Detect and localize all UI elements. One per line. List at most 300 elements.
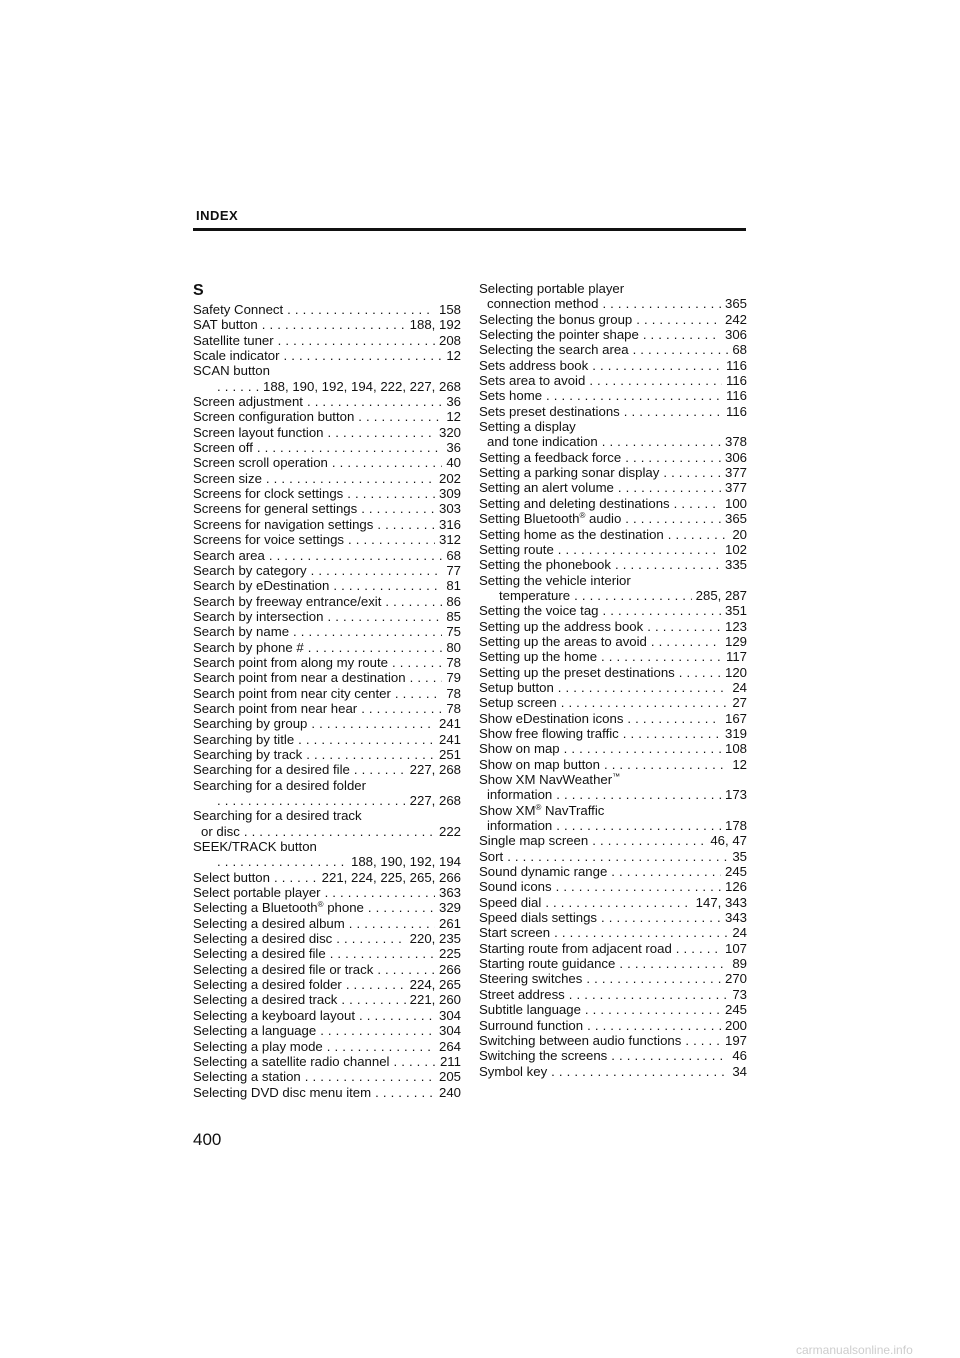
- index-column-left: [193, 281, 461, 1100]
- entry-text: Search point from along my route: [193, 654, 388, 670]
- index-entry: [193, 916, 461, 931]
- page-reference: 68: [446, 547, 461, 563]
- dot-leader: [346, 977, 406, 992]
- dot-leader: [349, 916, 435, 931]
- index-entry: [193, 962, 461, 977]
- dot-leader: [327, 609, 442, 624]
- page-reference: 81: [446, 578, 461, 594]
- page-reference: 27: [732, 695, 747, 711]
- index-entry-line: [193, 854, 461, 869]
- index-entry-line: [193, 563, 461, 578]
- page-reference: 79: [446, 670, 461, 686]
- index-entry-line: [193, 670, 461, 685]
- index-entry-label: [479, 358, 588, 373]
- entry-text: SEEK/TRACK button: [193, 839, 317, 855]
- entry-text: Selecting the search area: [479, 342, 629, 358]
- dot-leader: [377, 962, 435, 977]
- index-entry-label: [193, 778, 366, 793]
- entry-text: Setting and deleting destinations: [479, 495, 670, 511]
- entry-text: Selecting a desired folder: [193, 977, 342, 993]
- entry-text: Select portable player: [193, 885, 321, 901]
- index-entry-line: [479, 987, 747, 1002]
- index-entry: [479, 941, 747, 956]
- index-entry-label: [479, 450, 621, 465]
- index-entry-line: [193, 302, 461, 317]
- dot-leader: [244, 824, 435, 839]
- index-entry-label: [193, 363, 270, 378]
- index-entry-label: [193, 486, 343, 501]
- index-entry: [193, 363, 461, 394]
- index-entry-line: [479, 281, 747, 296]
- index-entry: [193, 563, 461, 578]
- index-entry-label: [479, 1033, 681, 1048]
- page-reference: 316: [438, 516, 461, 532]
- header-divider: [193, 228, 746, 231]
- index-entry-line: [193, 778, 461, 793]
- index-entry-line: [479, 971, 747, 986]
- index-entry-line: [193, 716, 461, 731]
- dot-leader: [298, 732, 435, 747]
- entry-text: Show on map: [479, 741, 560, 757]
- page-reference: 158: [438, 302, 461, 317]
- index-entry: [193, 609, 461, 624]
- index-entry-line: [479, 757, 747, 772]
- index-entry: [193, 348, 461, 363]
- entry-text: Start screen: [479, 925, 551, 941]
- index-entry-label: [479, 711, 623, 726]
- page-reference: 34: [732, 1063, 747, 1079]
- page-reference: 242: [724, 311, 747, 327]
- index-entry-line: [193, 1008, 461, 1023]
- index-entry-line: [479, 450, 747, 465]
- index-entry: [479, 833, 747, 848]
- entry-text: Setting up the preset destinations: [479, 664, 675, 680]
- index-entry: [193, 394, 461, 409]
- index-entry-label: [479, 373, 585, 388]
- index-entry-line: [193, 686, 461, 701]
- page-reference: 343: [724, 910, 747, 926]
- index-entry-line: [479, 818, 747, 833]
- dot-leader: [278, 333, 435, 348]
- index-entry: [479, 496, 747, 511]
- index-entry: [479, 419, 747, 450]
- index-entry-label: [193, 870, 270, 885]
- dot-leader: [395, 686, 442, 701]
- dot-leader: [320, 1023, 435, 1038]
- index-entry-line: [479, 864, 747, 879]
- entry-text: Starting route guidance: [479, 956, 616, 972]
- entry-text: Setting route: [479, 541, 554, 557]
- dot-leader: [507, 849, 728, 864]
- entry-text: Setting home as the destination: [479, 526, 664, 542]
- index-entry-line: [479, 910, 747, 925]
- entry-text: Setting up the areas to avoid: [479, 633, 647, 649]
- dot-leader: [663, 465, 721, 480]
- index-entry-label: [479, 864, 607, 879]
- entry-text: temperature: [499, 587, 571, 603]
- index-entry: [479, 1018, 747, 1033]
- entry-text: Sets area to avoid: [479, 373, 586, 389]
- index-entry-label: [479, 634, 647, 649]
- entry-text: Selecting the bonus group: [479, 311, 633, 327]
- index-entry-label: [479, 573, 631, 588]
- entry-text-suffix: NavTraffic: [541, 802, 605, 818]
- index-entry: [479, 312, 747, 327]
- index-entry-line: [479, 849, 747, 864]
- index-entry: [479, 557, 747, 572]
- index-entry-label: [479, 879, 552, 894]
- index-entry-label: [479, 757, 600, 772]
- dot-leader: [651, 634, 721, 649]
- index-entry-label: [479, 342, 629, 357]
- index-entry-line: [479, 404, 747, 419]
- page-reference: 116: [725, 403, 747, 419]
- index-entry: [479, 281, 747, 312]
- entry-text: Setting Bluetooth: [479, 511, 580, 527]
- index-entry-label: [193, 609, 323, 624]
- index-entry-line: [479, 1033, 747, 1048]
- index-entry-line: [479, 419, 747, 434]
- entry-text: Setting a feedback force: [479, 449, 622, 465]
- index-entry-line: [193, 486, 461, 501]
- entry-text: Setting up the home: [479, 649, 598, 665]
- index-entry-line: [479, 557, 747, 572]
- index-entry-label: [193, 808, 362, 823]
- page-reference: 221, 260: [409, 992, 461, 1008]
- index-entry-label: [487, 434, 598, 449]
- index-entry-label: [479, 603, 599, 618]
- page-reference: 220, 235: [409, 931, 461, 947]
- page-header-title: INDEX: [196, 208, 239, 223]
- page-reference: 178: [724, 818, 747, 834]
- dot-leader: [325, 885, 435, 900]
- page-reference: 126: [724, 879, 747, 895]
- entry-text: Show free flowing traffic: [479, 725, 619, 741]
- entry-text: Street address: [479, 986, 565, 1002]
- index-entry: [479, 711, 747, 726]
- entry-text: Screens for voice settings: [193, 532, 344, 548]
- page-reference: 35: [732, 848, 747, 864]
- entry-text: Selecting portable player: [479, 281, 625, 296]
- index-entry-label: [479, 465, 659, 480]
- entry-text: Scale indicator: [193, 348, 280, 364]
- entry-text: Selecting a desired file or track: [193, 961, 374, 977]
- index-entry: [193, 808, 461, 839]
- entry-text: Setting the voice tag: [479, 603, 599, 619]
- index-entry-line: [193, 594, 461, 609]
- index-entry-label: [193, 977, 342, 992]
- dot-leader: [604, 757, 728, 772]
- entry-text: Selecting a desired album: [193, 915, 345, 931]
- index-entry-label: [193, 900, 364, 915]
- entry-text: Searching for a desired folder: [193, 777, 367, 793]
- entry-text: Safety Connect: [193, 302, 284, 317]
- dot-leader: [556, 879, 721, 894]
- page-reference: 188, 192: [409, 317, 461, 333]
- page-reference: 89: [732, 956, 747, 972]
- dot-leader: [347, 486, 435, 501]
- index-entry: [479, 1048, 747, 1063]
- page-reference: 102: [724, 541, 747, 557]
- index-entry-line: [479, 1002, 747, 1017]
- index-entry: [193, 931, 461, 946]
- entry-text: Searching by track: [193, 746, 303, 762]
- page-reference: 68: [732, 342, 747, 358]
- dot-leader: [328, 425, 435, 440]
- dot-leader: [385, 594, 442, 609]
- index-entry-line: [479, 1048, 747, 1063]
- entry-text: Setting a display: [479, 419, 576, 435]
- trademark-symbol: ®: [535, 802, 542, 812]
- page-reference: 285, 287: [695, 587, 747, 603]
- entry-text: Selecting the pointer shape: [479, 327, 639, 343]
- index-entry: [193, 425, 461, 440]
- dot-leader: [217, 379, 259, 394]
- index-entry-line: [479, 925, 747, 940]
- index-entry-label: [193, 762, 350, 777]
- index-entry: [479, 634, 747, 649]
- page-reference: 188, 190, 192, 194: [351, 854, 461, 870]
- entry-text: Show XM NavWeather: [479, 772, 613, 787]
- index-entry-line: [193, 532, 461, 547]
- entry-text: Searching by group: [193, 716, 308, 732]
- entry-text: Search point from near hear: [193, 700, 358, 716]
- entry-text: Search by intersection: [193, 608, 324, 624]
- index-entry: [479, 849, 747, 864]
- index-entry-label: [193, 440, 253, 455]
- index-entry: [479, 726, 747, 741]
- page-reference: 167: [724, 710, 747, 726]
- dot-leader: [601, 910, 721, 925]
- entry-text: information: [487, 818, 553, 834]
- page-reference: 46: [732, 1048, 747, 1064]
- dot-leader: [625, 511, 721, 526]
- index-entry: [193, 1054, 461, 1069]
- entry-text: Sound dynamic range: [479, 864, 608, 880]
- index-entry-label: [479, 557, 611, 572]
- index-entry: [479, 925, 747, 940]
- dot-leader: [592, 358, 722, 373]
- entry-text: Screens for navigation settings: [193, 516, 374, 532]
- page-reference: 12: [446, 409, 461, 425]
- index-entry: [193, 839, 461, 870]
- index-entry-label: [479, 480, 614, 495]
- index-entry-line: [193, 1085, 461, 1100]
- page-reference: 46, 47: [710, 833, 747, 849]
- index-entry-line: [193, 824, 461, 839]
- index-entry: [193, 655, 461, 670]
- entry-text: Sets home: [479, 388, 543, 404]
- index-entry: [193, 640, 461, 655]
- index-entry-label: [193, 1008, 355, 1023]
- index-entry-line: [193, 624, 461, 639]
- index-entry: [479, 388, 747, 403]
- entry-text: Symbol key: [479, 1063, 548, 1079]
- index-entry-line: [479, 388, 747, 403]
- index-entry-line: [479, 312, 747, 327]
- entry-text-suffix: phone: [323, 900, 364, 916]
- entry-text: Screen off: [193, 440, 253, 456]
- index-entry-label: [201, 824, 240, 839]
- index-entry: [479, 404, 747, 419]
- page-reference: 40: [446, 455, 461, 471]
- index-entry-label: [479, 772, 620, 787]
- index-entry: [193, 486, 461, 501]
- index-entry-line: [193, 379, 461, 394]
- dot-leader: [332, 455, 442, 470]
- index-entry-label: [193, 1023, 316, 1038]
- page-reference: 173: [724, 787, 747, 803]
- index-entry-line: [479, 833, 747, 848]
- index-entry: [479, 619, 747, 634]
- index-entry-line: [479, 496, 747, 511]
- dot-leader: [287, 302, 435, 317]
- index-entry: [479, 803, 747, 834]
- entry-text: Search point from near a destination: [193, 670, 406, 686]
- index-entry-label: [193, 916, 345, 931]
- entry-text: Screens for clock settings: [193, 486, 344, 502]
- dot-leader: [361, 501, 435, 516]
- entry-text: Screen adjustment: [193, 394, 303, 410]
- index-entry-line: [193, 548, 461, 563]
- index-entry-line: [479, 665, 747, 680]
- dot-leader: [556, 787, 721, 802]
- page-reference: 78: [446, 654, 461, 670]
- index-entry-label: [479, 527, 664, 542]
- index-entry: [193, 532, 461, 547]
- dot-leader: [410, 670, 443, 685]
- page-reference: 306: [724, 327, 747, 343]
- index-entry-label: [193, 517, 373, 532]
- index-entry-line: [479, 941, 747, 956]
- index-entry-line: [479, 542, 747, 557]
- entry-text: Screen configuration button: [193, 409, 355, 425]
- entry-text: connection method: [487, 296, 599, 312]
- page-reference: 251: [438, 746, 461, 762]
- index-entry-label: [193, 655, 388, 670]
- entry-text: Switching the screens: [479, 1048, 608, 1064]
- index-entry-label: [479, 619, 643, 634]
- index-entry: [479, 649, 747, 664]
- entry-text: Surround function: [479, 1017, 584, 1033]
- index-entry-line: [193, 870, 461, 885]
- index-entry: [193, 670, 461, 685]
- entry-text: information: [487, 787, 553, 803]
- index-entry-line: [479, 879, 747, 894]
- index-entry-line: [193, 900, 461, 915]
- index-entry-line: [479, 327, 747, 342]
- index-entry-line: [479, 711, 747, 726]
- page-reference: 86: [446, 593, 461, 609]
- index-entry-line: [193, 609, 461, 624]
- entry-text: Searching for a desired file: [193, 762, 350, 778]
- index-entry-line: [193, 655, 461, 670]
- index-entry-line: [193, 1054, 461, 1069]
- dot-leader: [625, 450, 721, 465]
- dot-leader: [333, 578, 442, 593]
- dot-leader: [392, 655, 442, 670]
- index-entry-line: [479, 772, 747, 787]
- index-entry: [479, 465, 747, 480]
- page-reference: 205: [438, 1069, 461, 1085]
- dot-leader: [624, 404, 722, 419]
- entry-text: Sets preset destinations: [479, 403, 620, 419]
- index-entry-line: [193, 732, 461, 747]
- index-entry-line: [193, 440, 461, 455]
- index-entry-label: [479, 1002, 581, 1017]
- index-entry-label: [193, 1085, 371, 1100]
- entry-text-suffix: audio: [585, 511, 622, 527]
- dot-leader: [274, 870, 318, 885]
- entry-text: Show XM: [479, 802, 536, 818]
- index-entry: [479, 373, 747, 388]
- entry-text: Starting route from adjacent road: [479, 940, 672, 956]
- index-entry-label: [193, 747, 302, 762]
- index-entry-line: [193, 517, 461, 532]
- index-entry-label: [479, 987, 565, 1002]
- index-entry: [193, 1008, 461, 1023]
- entry-text: Speed dial: [479, 894, 542, 910]
- index-entry-label: [193, 548, 265, 563]
- index-entry: [479, 680, 747, 695]
- entry-text: and tone indication: [487, 434, 598, 450]
- entry-text: Setup button: [479, 679, 554, 695]
- index-entry: [193, 1085, 461, 1100]
- section-letter: S: [193, 282, 204, 299]
- index-entry-label: [193, 640, 304, 655]
- index-entry: [193, 778, 461, 809]
- index-entry-label: [193, 317, 258, 332]
- entry-text: or disc: [201, 823, 240, 839]
- entry-text: Selecting a play mode: [193, 1038, 323, 1054]
- entry-text: Selecting a desired track: [193, 992, 338, 1008]
- index-entry-line: [479, 1018, 747, 1033]
- dot-leader: [306, 747, 435, 762]
- index-entry-line: [479, 373, 747, 388]
- index-entry-label: [193, 716, 307, 731]
- index-entry-label: [479, 327, 639, 342]
- page-reference: 306: [724, 449, 747, 465]
- index-entry-label: [193, 578, 329, 593]
- index-entry-list-left: [193, 302, 461, 1100]
- page-reference: 147, 343: [695, 894, 747, 910]
- index-entry-label: [479, 833, 588, 848]
- watermark: carmanualsonline.info: [796, 1343, 913, 1357]
- index-entry-label: [193, 885, 321, 900]
- dot-leader: [633, 342, 729, 357]
- index-entry-label: [193, 471, 262, 486]
- page-reference: 304: [438, 1023, 461, 1039]
- entry-text: Screen layout function: [193, 424, 324, 440]
- index-entry-line: [193, 1023, 461, 1038]
- dot-leader: [556, 818, 721, 833]
- index-entry: [193, 686, 461, 701]
- index-entry-label: [193, 732, 294, 747]
- index-entry: [479, 342, 747, 357]
- dot-leader: [602, 296, 721, 311]
- index-entry: [479, 1002, 747, 1017]
- dot-leader: [603, 603, 721, 618]
- page-reference: 129: [724, 633, 747, 649]
- dot-leader: [643, 327, 721, 342]
- page-reference: 303: [438, 501, 461, 517]
- dot-leader: [627, 711, 721, 726]
- dot-leader: [305, 1069, 435, 1084]
- index-entry-label: [193, 394, 303, 409]
- index-entry-label: [193, 1054, 389, 1069]
- index-entry-line: [479, 358, 747, 373]
- page-reference: 108: [724, 741, 747, 757]
